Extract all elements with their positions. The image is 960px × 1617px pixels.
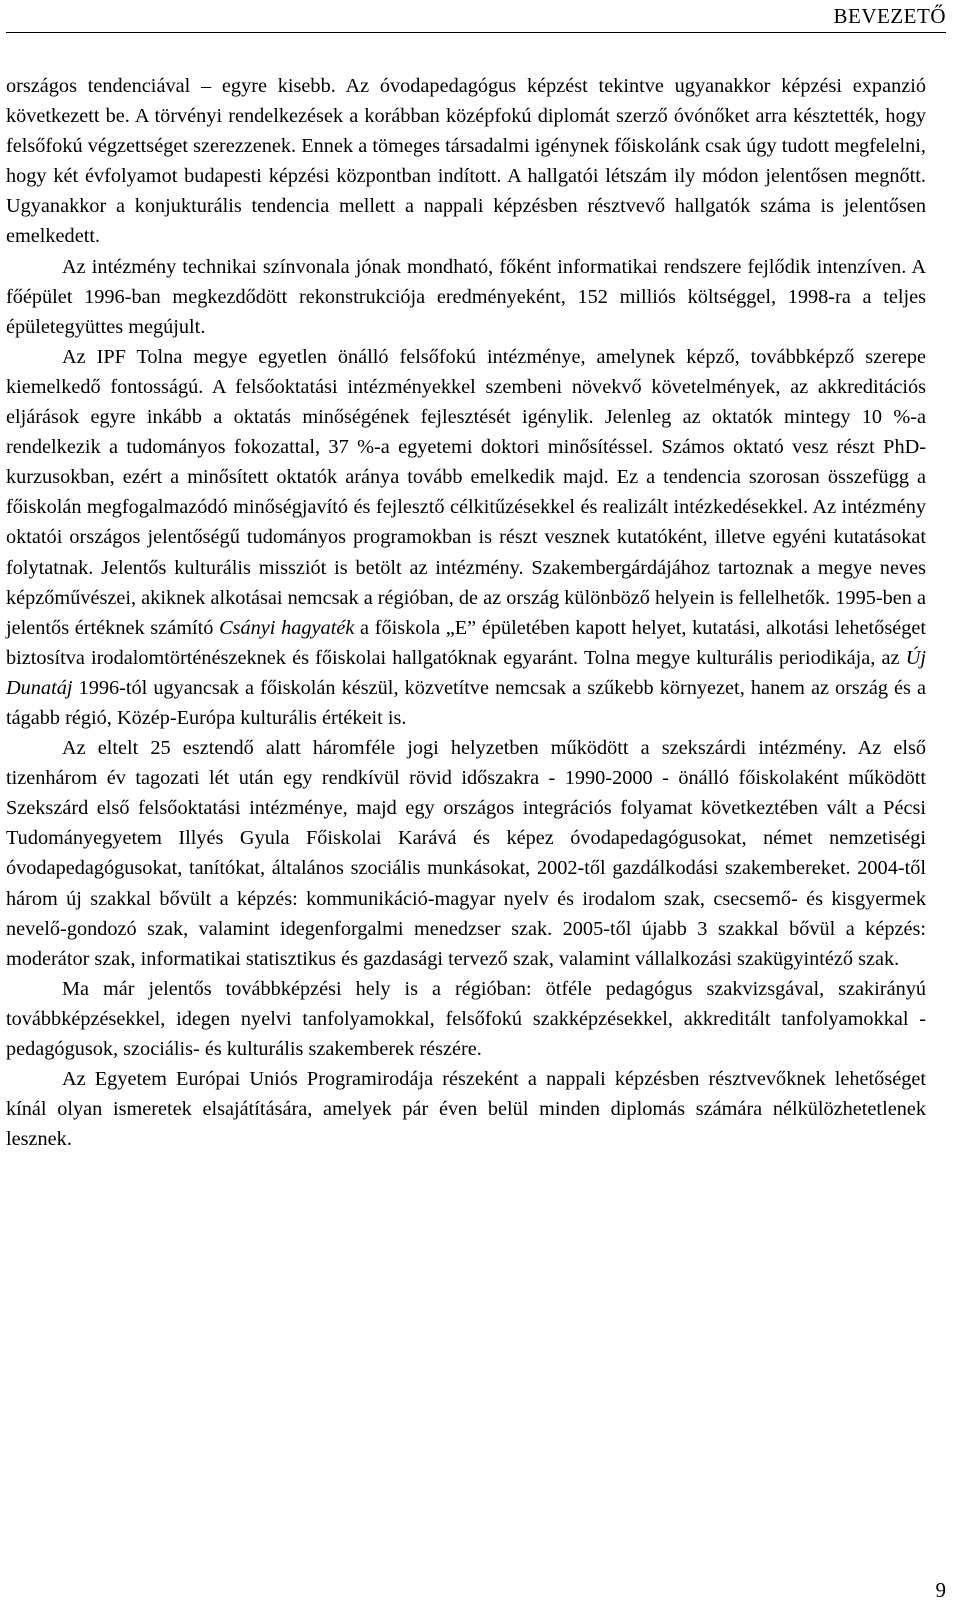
page-number: 9 [935,1578,946,1602]
paragraph-text: Ma már jelentős továbbképzési hely is a régióban: ötféle pedagógus szakvizsgával, szakirányú továbbképzésekkel, idegen nyelvi tanfolyamokkal, felsőfokú szakképzésekkel, akkreditált tanfolyamokkal - pedagógusok, szociális- és kulturális szakemberek részére. [6,977,926,1060]
paragraph-text: országos tendenciával – egyre kisebb. Az óvodapedagógus képzést tekintve ugyanakkor képzési expanzió következett be. A törvényi rendelkezések a korábban középfokú diplomát szerző óvónőket arra késztették, hogy felsőfokú végzettséget szerezzenek. Ennek a tömeges társadalmi igénynek főiskolánk csak úgy tudott megfelelni, hogy két évfolyamot budapesti képzési központban indított. A hallgatói létszám ily módon jelentősen megnőtt. Ugyanakkor a konjukturális tendencia mellett a nappali képzésben résztvevő hallgatók száma is jelentősen emelkedett. [6,75,926,248]
paragraph [6,342,926,733]
body-text [6,71,926,1154]
paragraph-text: Az IPF Tolna megye egyetlen önálló felsőfokú intézménye, amelynek képző, továbbképző szerepe kiemelkedő fontosságú. A felsőoktatási intézményekkel szembeni növekvő követelmények, az akkreditációs eljárások egyre inkább a oktatás minőségének fejlesztését igénylik. Jelenleg az oktatók mintegy 10 %-a rendelkezik a tudományos fokozattal, 37 %-a egyetemi doktori minősítéssel. Számos oktató vesz részt PhD-kurzusokban, ezért a minősített oktatók aránya tovább emelkedik majd. Ez a tendencia szorosan összefügg a főiskolán megfogalmazódó minőségjavító és fejlesztő célkitűzésekkel és realizált intézkedésekkel. Az intézmény oktatói országos jelentőségű tudományos programokban is részt vesznek kutatóként, illetve egyéni kutatásokat folytatnak. Jelentős kulturális missziót is betölt az intézmény. Szakembergárdájához tartoznak a megye neves képzőművészei, akiknek alkotásai nemcsak a régióban, de az ország különböző helyein is fellelhetők. 1995-ben a jelentős értéknek számító [6,345,926,639]
paragraph [6,252,926,342]
paragraph-text: Az Egyetem Európai Uniós Programirodája részeként a nappali képzésben résztvevőknek lehetőséget kínál olyan ismeretek elsajátítására, amelyek pár éven belül minden diplomás számára nélkülözhetetlenek lesznek. [6,1068,926,1151]
paragraph-text: Az eltelt 25 esztendő alatt háromféle jogi helyzetben működött a szekszárdi intézmény. Az első tizenhárom év tagozati lét után egy rendkívül rövid időszakra - 1990-2000 - önálló főiskolaként működött Szekszárd első felsőoktatási intézménye, majd egy országos integrációs folyamat következtében vált a Pécsi Tudományegyetem Illyés Gyula Főiskolai Karává és képez óvodapedagógusokat, német nemzetiségi óvodapedagógusokat, tanítókat, általános szociális munkásokat, 2002-től gazdálkodási szakembereket. 2004-től három új szakkal bővült a képzés: kommunikáció-magyar nyelv és irodalom szak, csecsemő- és kisgyermek nevelő-gondozó szak, valamint idegenforgalmi menedzser szak. 2005-től újabb 3 szakkal bővül a képzés: moderátor szak, informatikai statisztikus és gazdasági tervező szak, valamint vállalkozási szakügyintéző szak. [6,737,926,970]
italic-title-text: Csányi hagyaték [219,616,355,639]
paragraph [6,71,926,252]
paragraph-text: Az intézmény technikai színvonala jónak mondható, főként informatikai rendszere fejlődik intenzíven. A főépület 1996-ban megkezdődött rekonstrukciója eredményeként, 152 milliós költséggel, 1998-ra a teljes épületegyüttes megújult. [6,255,926,338]
paragraph [6,1064,926,1154]
header-rule [6,32,946,33]
running-header-title: BEVEZETŐ [833,4,946,28]
paragraph-text: 1996-tól ugyancsak a főiskolán készül, közvetítve nemcsak a szűkebb környezet, hanem az ország és a tágabb régió, Közép-Európa kulturális értékeit is. [6,676,926,729]
italic-title-text: Új Dunatáj [6,646,926,699]
paragraph-text: a főiskola „E” épületében kapott helyet, kutatási, alkotási lehetőséget biztosítva irodalomtörténészeknek és főiskolai hallgatóknak egyaránt. Tolna megye kulturális periodikája, az [6,616,926,669]
paragraph [6,974,926,1064]
paragraph [6,733,926,974]
